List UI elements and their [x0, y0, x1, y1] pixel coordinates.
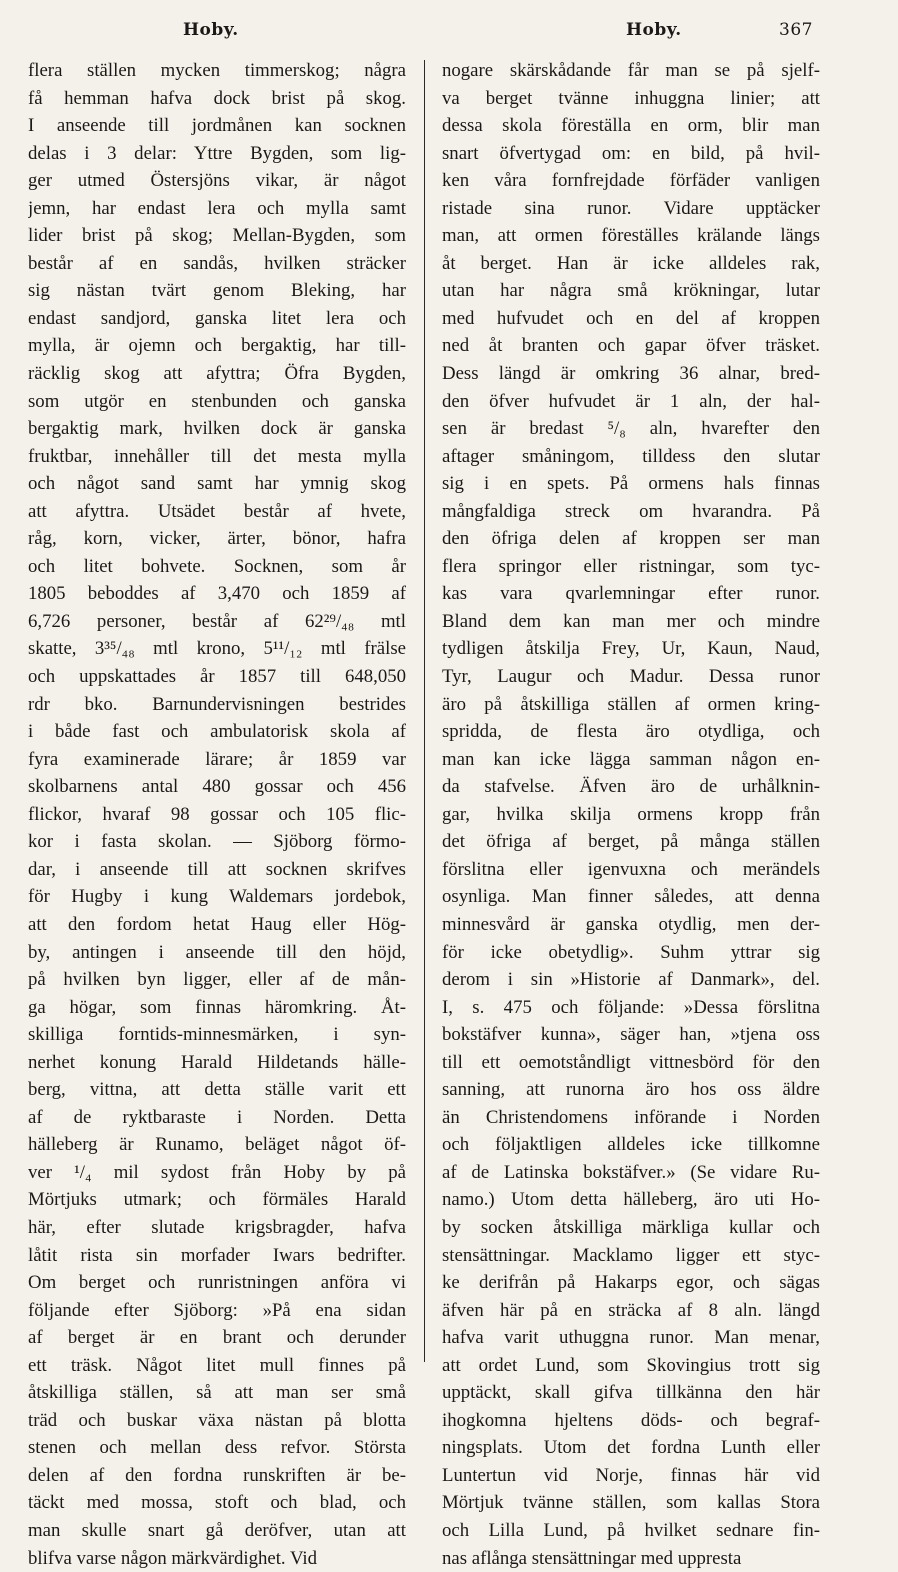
left-text-column [28, 57, 406, 1572]
text-line: blifva varse någon märkvärdighet. Vid [28, 1547, 318, 1569]
text-line: än Christendomens införande i Norden [442, 1106, 820, 1128]
text-line: sanning, att runorna äro hos oss äldre [442, 1079, 820, 1101]
text-line: by socken åtskilliga märkliga kullar och [442, 1216, 820, 1238]
text-line: snart öfvertygad om: en bild, på hvil- [442, 142, 820, 164]
text-line: Dess längd är omkring 36 alnar, bred- [442, 363, 820, 385]
text-line: man kan icke lägga samman någon en- [442, 748, 820, 770]
text-line: ke derifrån på Hakarps egor, och sägas [442, 1272, 820, 1294]
text-line: här, efter slutade krigsbragder, hafva [28, 1216, 406, 1238]
text-line: Luntertun vid Norje, finnas här vid [442, 1464, 820, 1486]
text-line: hälleberg är Runamo, beläget något öf- [28, 1134, 406, 1156]
text-line: åtskilliga ställen, så att man ser små [28, 1382, 406, 1404]
text-line: minnesvård är ganska otydlig, men der- [442, 913, 820, 935]
text-line: ken våra fornfrejdade förfäder vanligen [442, 170, 820, 192]
text-line: ger utmed Östersjöns vikar, är något [28, 170, 406, 192]
text-line: va berget tvänne inhuggna linier; att [442, 87, 820, 109]
text-line: stenen och mellan dess refvor. Största [28, 1437, 406, 1459]
text-line: Om berget och runristningen anföra vi [28, 1272, 406, 1294]
text-line: namo.) Utom detta hälleberg, äro uti Ho- [442, 1189, 820, 1211]
text-line: Mörtjuk tvänne ställen, som kallas Stora [442, 1492, 820, 1514]
text-line: 1805 beboddes af 3,470 och 1859 af [28, 583, 406, 605]
page-number: 367 [779, 20, 813, 40]
text-line: ga högar, som finnas häromkring. Åt- [28, 996, 406, 1018]
text-line: tydligen åtskilja Frey, Ur, Kaun, Naud, [442, 638, 820, 660]
text-line: I, s. 475 och följande: »Dessa förslitna [442, 996, 820, 1018]
text-line: af berget är en brant och derunder [28, 1327, 406, 1349]
text-line: råg, korn, vicker, ärter, bönor, hafra [28, 528, 406, 550]
text-line: dessa skola föreställa en orm, blir man [442, 115, 820, 137]
text-line: och uppskattades år 1857 till 648,050 [28, 666, 406, 688]
text-line: endast sandjord, ganska litet lera och [28, 307, 406, 329]
text-line: hafva varit uthuggna runor. Man menar, [442, 1327, 820, 1349]
text-line: ett träsk. Något litet mull finnes på [28, 1354, 406, 1376]
text-line: I anseende till jordmånen kan socknen [28, 115, 406, 137]
text-line: sig nästan tvärt genom Bleking, har [28, 280, 406, 302]
text-line: förslitna eller igenvuxna och merändels [442, 858, 820, 880]
text-line: låtit rista sin morfader Iwars bedrifter. [28, 1244, 406, 1266]
text-line: by, antingen i anseende till den höjd, [28, 941, 406, 963]
text-line: spridda, de flesta äro otydliga, och [442, 721, 820, 743]
text-line: rdr bko. Barnundervisningen bestrides [28, 693, 406, 715]
text-line: man, att ormen föreställes krälande längs [442, 225, 820, 247]
text-line: det öfriga af berget, på många ställen [442, 831, 820, 853]
text-line: träd och buskar växa nästan på blotta [28, 1409, 406, 1431]
text-line: äro på åtskilliga ställen af ormen kring- [442, 693, 820, 715]
text-line: att ordet Lund, som Skovingius trott sig [442, 1354, 820, 1376]
text-line: och följaktligen alldeles icke tillkomne [442, 1134, 820, 1156]
text-line: fyra examinerade lärare; år 1859 var [28, 748, 406, 770]
text-line: mylla, är ojemn och bergaktig, har till- [28, 335, 406, 357]
text-line: Bland dem kan man mer och mindre [442, 610, 820, 632]
text-line: derom i sin »Historie af Danmark», del. [442, 969, 820, 991]
text-line: kas vara qvarlemningar efter runor. [442, 583, 820, 605]
running-head-left: Hoby. [183, 20, 239, 40]
text-line: sen är bredast ⁵/₈ aln, hvarefter den [442, 418, 820, 440]
text-line: skolbarnens antal 480 gossar och 456 [28, 776, 406, 798]
text-line: ristade sina runor. Vidare upptäcker [442, 197, 820, 219]
text-line: att afyttra. Utsädet består af hvete, [28, 500, 406, 522]
text-line: få hemman hafva dock brist på skog. [28, 87, 406, 109]
text-line: nogare skärskådande får man se på sjelf- [442, 60, 820, 81]
text-line: och något sand samt har ymnig skog [28, 473, 406, 495]
text-line: Mörtjuks utmark; och förmäles Harald [28, 1189, 406, 1211]
text-line: åt berget. Han är icke alldeles rak, [442, 252, 820, 274]
text-line: skilliga forntids-minnesmärken, i syn- [28, 1024, 406, 1046]
text-line: delen af den fordna runskriften är be- [28, 1464, 406, 1486]
text-line: da stafvelse. Äfven äro de urhålknin- [442, 776, 820, 798]
text-line: man skulle snart gå deröfver, utan att [28, 1519, 406, 1541]
text-line: 6,726 personer, består af 62²⁹/₄₈ mtl [28, 610, 406, 632]
text-line: följande efter Sjöborg: »På ena sidan [28, 1299, 406, 1321]
text-line: utan har några små krökningar, lutar [442, 280, 820, 302]
text-line: af de Latinska bokstäfver.» (Se vidare Ru- [442, 1161, 820, 1183]
text-line: räcklig skog att afyttra; Öfra Bygden, [28, 363, 406, 385]
text-line: aftager småningom, tilldess den slutar [442, 445, 820, 467]
text-line: flera ställen mycken timmerskog; några [28, 60, 406, 81]
text-line: stensättningar. Macklamo ligger ett styc- [442, 1244, 820, 1266]
text-line: dar, i anseende till att socknen skrifves [28, 858, 406, 880]
running-head-right: Hoby. [626, 20, 682, 40]
text-line: mångfaldiga streck om hvarandra. På [442, 500, 820, 522]
text-line: för icke obetydlig». Suhm yttrar sig [442, 941, 820, 963]
text-line: kor i fasta skolan. — Sjöborg förmo- [28, 831, 406, 853]
column-divider [424, 60, 425, 1362]
text-line: täckt med mossa, stoft och blad, och [28, 1492, 406, 1514]
text-line: att den fordom hetat Haug eller Hög- [28, 913, 406, 935]
text-line: med hufvudet och en del af kroppen [442, 307, 820, 329]
text-line: och litet bohvete. Socknen, som år [28, 555, 406, 577]
text-line: lider brist på skog; Mellan-Bygden, som [28, 225, 406, 247]
text-line: osynliga. Man finner således, att denna [442, 886, 820, 908]
text-line: berg, vittna, att detta ställe varit ett [28, 1079, 406, 1101]
text-line: som utgör en stenbunden och ganska [28, 390, 406, 412]
text-line: för Hugby i kung Waldemars jordebok, [28, 886, 406, 908]
text-line: af de ryktbaraste i Norden. Detta [28, 1106, 406, 1128]
text-line: på hvilken byn ligger, eller af de mån- [28, 969, 406, 991]
text-line: upptäckt, skall gifva tillkänna den här [442, 1382, 820, 1404]
text-line: bergaktig mark, hvilken dock är ganska [28, 418, 406, 440]
text-line: består af en sandås, hvilken sträcker [28, 252, 406, 274]
text-line: ningsplats. Utom det fordna Lunth eller [442, 1437, 820, 1459]
text-line: nerhet konung Harald Hildetands hälle- [28, 1051, 406, 1073]
text-line: fruktbar, innehåller till det mesta mylla [28, 445, 406, 467]
text-line: Tyr, Laugur och Madur. Dessa runor [442, 666, 820, 688]
text-line: den öfriga delen af kroppen ser man [442, 528, 820, 550]
text-line: i både fast och ambulatorisk skola af [28, 721, 406, 743]
text-line: och Lilla Lund, på hvilket sednare fin- [442, 1519, 820, 1541]
text-line: sig i en spets. På ormens hals finnas [442, 473, 820, 495]
text-line: till ett oemotståndligt vittnesbörd för den [442, 1051, 820, 1073]
text-line: jemn, har endast lera och mylla samt [28, 197, 406, 219]
text-line: bokstäfver kunna», säger han, »tjena oss [442, 1024, 820, 1046]
text-line: delas i 3 delar: Yttre Bygden, som lig- [28, 142, 406, 164]
text-line: gar, hvilka skilja ormens kropp från [442, 803, 820, 825]
text-line: skatte, 3³⁵/₄₈ mtl krono, 5¹¹/₁₂ mtl frälse [28, 638, 406, 660]
text-line: den öfver hufvudet är 1 aln, der hal- [442, 390, 820, 412]
text-line: ned åt branten och gapar öfver träsket. [442, 335, 820, 357]
text-line: flera springor eller ristningar, som tyc- [442, 555, 820, 577]
right-text-column [442, 57, 820, 1572]
text-line: flickor, hvaraf 98 gossar och 105 flic- [28, 803, 406, 825]
text-line: ihogkomna hjeltens döds- och begraf- [442, 1409, 820, 1431]
text-line: nas aflånga stensättningar med uppresta [442, 1547, 742, 1569]
text-line: äfven här på en sträcka af 8 aln. längd [442, 1299, 820, 1321]
text-line: ver ¹/₄ mil sydost från Hoby by på [28, 1161, 406, 1183]
